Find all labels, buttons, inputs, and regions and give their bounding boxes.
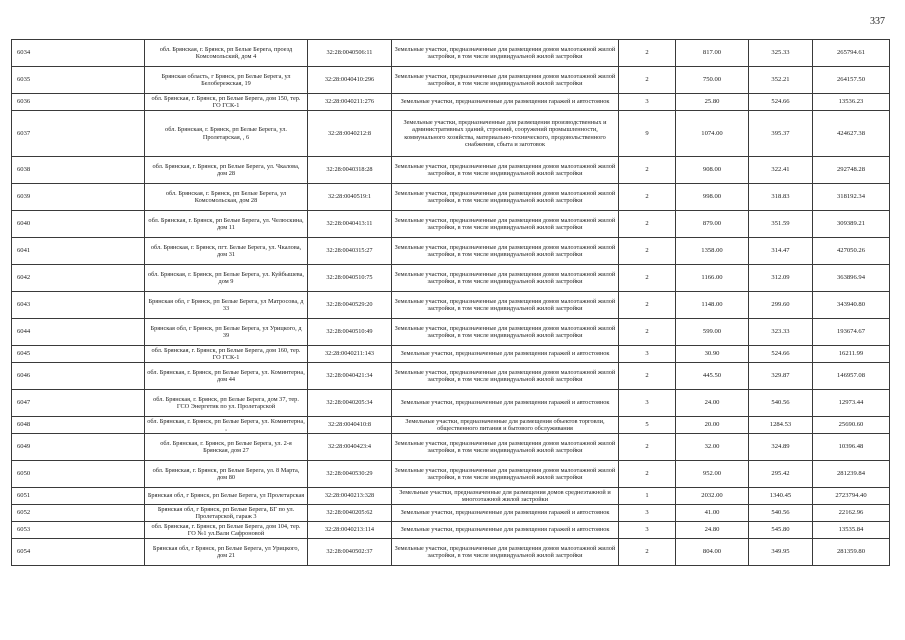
cell-record-number: 6047 (12, 390, 145, 417)
cell-group: 2 (619, 319, 676, 346)
cell-address: обл. Брянская, г. Брянск, рп Белые Берега, дом 104, тер. ГО №1 ул.Вали Сафроновой (145, 522, 308, 539)
cell-land-use: Земельные участки, предназначенные для размещения гаражей и автостоянок (392, 390, 619, 417)
cell-record-number: 6036 (12, 94, 145, 111)
cell-record-number: 6042 (12, 265, 145, 292)
cell-cadastral-number: 32:28:0040410:296 (308, 67, 392, 94)
cell-specific-value: 1340.45 (749, 488, 813, 505)
cell-specific-value: 524.66 (749, 94, 813, 111)
table-row (12, 157, 890, 184)
cell-address: Брянская обл, г Брянск, рп Белые Берега, БГ по ул. Пролетарской, гараж 3 (145, 505, 308, 522)
cell-specific-value: 323.33 (749, 319, 813, 346)
cell-area: 25.80 (676, 94, 749, 111)
cell-land-use: Земельные участки, предназначенные для размещения домов малоэтажной жилой застройки, в том числе индивидуальной жилой застройки (392, 265, 619, 292)
cell-cadastral-value: 318192.34 (813, 184, 890, 211)
cell-group: 2 (619, 184, 676, 211)
cell-area: 804.00 (676, 539, 749, 566)
cell-land-use: Земельные участки, предназначенные для размещения домов малоэтажной жилой застройки, в том числе индивидуальной жилой застройки (392, 67, 619, 94)
cell-land-use: Земельные участки, предназначенные для размещения домов малоэтажной жилой застройки, в том числе индивидуальной жилой застройки (392, 319, 619, 346)
cell-address: обл. Брянская, г. Брянск, рп Белые Берега, ул. Челюскина, дом 11 (145, 211, 308, 238)
cell-address: обл. Брянская, г. Брянск, рп Белые Берега, ул. Коминтерна, дом 44 (145, 363, 308, 390)
cell-record-number: 6048 (12, 417, 145, 434)
cell-specific-value: 1284.53 (749, 417, 813, 434)
cell-specific-value: 524.66 (749, 346, 813, 363)
cell-group: 3 (619, 505, 676, 522)
cell-address: обл. Брянская, г. Брянск, пгт. Белые Берега, ул. Чкалова, дом 31 (145, 238, 308, 265)
cell-area: 998.00 (676, 184, 749, 211)
cell-area: 1074.00 (676, 111, 749, 157)
cell-cadastral-value: 10396.48 (813, 434, 890, 461)
cell-land-use: Земельные участки, предназначенные для размещения домов малоэтажной жилой застройки, в том числе индивидуальной жилой застройки (392, 238, 619, 265)
table-row (12, 434, 890, 461)
cell-record-number: 6040 (12, 211, 145, 238)
cell-specific-value: 312.09 (749, 265, 813, 292)
cell-area: 1358.00 (676, 238, 749, 265)
cell-cadastral-value: 265794.61 (813, 40, 890, 67)
cell-cadastral-value: 2723794.40 (813, 488, 890, 505)
cell-record-number: 6052 (12, 505, 145, 522)
cell-cadastral-value: 12973.44 (813, 390, 890, 417)
cell-cadastral-number: 32:28:0040510:75 (308, 265, 392, 292)
cell-specific-value: 324.89 (749, 434, 813, 461)
cell-area: 20.00 (676, 417, 749, 434)
cell-cadastral-number: 32:28:0040213:114 (308, 522, 392, 539)
cell-address: обл. Брянская, г. Брянск, рп Белые Берега, ул. 2-я Брянская, дом 27 (145, 434, 308, 461)
cell-cadastral-value: 427050.26 (813, 238, 890, 265)
cell-group: 3 (619, 522, 676, 539)
cell-cadastral-value: 25690.60 (813, 417, 890, 434)
table-row (12, 67, 890, 94)
table-row (12, 238, 890, 265)
cell-area: 750.00 (676, 67, 749, 94)
cell-cadastral-number: 32:28:0040205:62 (308, 505, 392, 522)
cell-record-number: 6049 (12, 434, 145, 461)
cell-address: обл. Брянская, г. Брянск, рп Белые Берега, ул. Коминтерна, , (145, 417, 308, 434)
cell-address: обл. Брянская, г. Брянск, рп Белые Берега, ул. 8 Марта, дом 80 (145, 461, 308, 488)
cell-address: Брянская обл, г Брянск, рп Белые Берега, ул Урицкого, дом 21 (145, 539, 308, 566)
cell-area: 817.00 (676, 40, 749, 67)
cell-area: 41.00 (676, 505, 749, 522)
cell-record-number: 6046 (12, 363, 145, 390)
cell-land-use: Земельные участки, предназначенные для размещения домов малоэтажной жилой застройки, в том числе индивидуальной жилой застройки (392, 434, 619, 461)
cell-land-use: Земельные участки, предназначенные для размещения домов малоэтажной жилой застройки, в том числе индивидуальной жилой застройки (392, 363, 619, 390)
cell-specific-value: 395.37 (749, 111, 813, 157)
cell-land-use: Земельные участки, предназначенные для размещения гаражей и автостоянок (392, 94, 619, 111)
cell-cadastral-value: 146957.08 (813, 363, 890, 390)
cell-area: 952.00 (676, 461, 749, 488)
table-row (12, 346, 890, 363)
cell-record-number: 6034 (12, 40, 145, 67)
cell-land-use: Земельные участки, предназначенные для размещения гаражей и автостоянок (392, 522, 619, 539)
cell-specific-value: 545.80 (749, 522, 813, 539)
table-row (12, 211, 890, 238)
cell-record-number: 6037 (12, 111, 145, 157)
cell-land-use: Земельные участки, предназначенные для размещения гаражей и автостоянок (392, 346, 619, 363)
cell-cadastral-number: 32:28:0040506:11 (308, 40, 392, 67)
cell-area: 445.50 (676, 363, 749, 390)
table-row (12, 505, 890, 522)
cell-area: 24.00 (676, 390, 749, 417)
cell-cadastral-number: 32:28:0040212:8 (308, 111, 392, 157)
cell-area: 2032.00 (676, 488, 749, 505)
table-row (12, 292, 890, 319)
table-row (12, 319, 890, 346)
cell-record-number: 6045 (12, 346, 145, 363)
cell-cadastral-number: 32:28:0040211:276 (308, 94, 392, 111)
page-number: 337 (870, 16, 885, 27)
cell-area: 30.90 (676, 346, 749, 363)
cell-cadastral-number: 32:28:0040502:37 (308, 539, 392, 566)
cell-land-use: Земельные участки, предназначенные для размещения производственных и административных зданий, строений, сооружений промышленности, коммунального хозяйства, материально-технического, продовольственного снабжения, сбыта и заготовок (392, 111, 619, 157)
cell-cadastral-number: 32:28:0040315:27 (308, 238, 392, 265)
cell-record-number: 6054 (12, 539, 145, 566)
table-row (12, 363, 890, 390)
table-row (12, 265, 890, 292)
cell-cadastral-value: 424627.38 (813, 111, 890, 157)
cell-area: 908.00 (676, 157, 749, 184)
cell-cadastral-number: 32:28:0040205:34 (308, 390, 392, 417)
cell-cadastral-number: 32:28:0040410:8 (308, 417, 392, 434)
cell-cadastral-value: 22162.96 (813, 505, 890, 522)
cell-land-use: Земельные участки, предназначенные для размещения гаражей и автостоянок (392, 505, 619, 522)
cell-record-number: 6035 (12, 67, 145, 94)
cell-specific-value: 322.41 (749, 157, 813, 184)
cell-address: Брянская обл, г Брянск, рп Белые Берега, ул Урицкого, д 39 (145, 319, 308, 346)
cell-group: 3 (619, 94, 676, 111)
cell-cadastral-number: 32:28:0040213:328 (308, 488, 392, 505)
cell-land-use: Земельные участки, предназначенные для размещения домов малоэтажной жилой застройки, в том числе индивидуальной жилой застройки (392, 539, 619, 566)
table-row (12, 111, 890, 157)
cell-record-number: 6051 (12, 488, 145, 505)
cell-cadastral-value: 343940.80 (813, 292, 890, 319)
cell-group: 2 (619, 67, 676, 94)
cell-cadastral-value: 264157.50 (813, 67, 890, 94)
cell-cadastral-number: 32:28:0040529:20 (308, 292, 392, 319)
cell-land-use: Земельные участки, предназначенные для размещения домов малоэтажной жилой застройки, в том числе индивидуальной жилой застройки (392, 211, 619, 238)
cell-specific-value: 295.42 (749, 461, 813, 488)
table-row (12, 417, 890, 434)
cell-specific-value: 349.95 (749, 539, 813, 566)
cell-address: Брянская обл, г Брянск, рп Белые Берега, ул Пролетарская (145, 488, 308, 505)
cell-cadastral-number: 32:28:0040530:29 (308, 461, 392, 488)
cell-land-use: Земельные участки, предназначенные для размещения домов малоэтажной жилой застройки, в том числе индивидуальной жилой застройки (392, 40, 619, 67)
cell-cadastral-value: 281239.84 (813, 461, 890, 488)
cell-cadastral-value: 292748.28 (813, 157, 890, 184)
cell-address: обл. Брянская, г. Брянск, рп Белые Берега, проезд Комсомольский, дом 4 (145, 40, 308, 67)
cell-group: 2 (619, 539, 676, 566)
cell-record-number: 6038 (12, 157, 145, 184)
cell-land-use: Земельные участки, предназначенные для размещения объектов торговли, общественного питания и бытового обслуживания (392, 417, 619, 434)
cell-address: обл. Брянская, г. Брянск, рп Белые Берега, дом 160, тер. ГО ГСК-1 (145, 346, 308, 363)
cell-group: 2 (619, 157, 676, 184)
cell-group: 1 (619, 488, 676, 505)
cell-specific-value: 314.47 (749, 238, 813, 265)
cell-area: 1166.00 (676, 265, 749, 292)
cell-specific-value: 352.21 (749, 67, 813, 94)
table-row (12, 539, 890, 566)
table-row (12, 488, 890, 505)
cell-cadastral-value: 13535.84 (813, 522, 890, 539)
cell-cadastral-value: 363896.94 (813, 265, 890, 292)
cell-land-use: Земельные участки, предназначенные для размещения домов среднеэтажной и многоэтажной жилой застройки (392, 488, 619, 505)
cell-land-use: Земельные участки, предназначенные для размещения домов малоэтажной жилой застройки, в том числе индивидуальной жилой застройки (392, 292, 619, 319)
cell-specific-value: 540.56 (749, 505, 813, 522)
cell-record-number: 6043 (12, 292, 145, 319)
cell-address: обл. Брянская, г. Брянск, рп Белые Берега, ул. Куйбышева, дом 9 (145, 265, 308, 292)
cell-address: обл. Брянская, г. Брянск, рп Белые Берега, ул. Чкалова, дом 28 (145, 157, 308, 184)
table-row (12, 40, 890, 67)
table-body (12, 40, 890, 566)
cell-specific-value: 325.33 (749, 40, 813, 67)
cell-area: 32.00 (676, 434, 749, 461)
cell-record-number: 6039 (12, 184, 145, 211)
cell-cadastral-number: 32:28:0040510:49 (308, 319, 392, 346)
cell-cadastral-number: 32:28:0040423:4 (308, 434, 392, 461)
cell-address: обл. Брянская, г. Брянск, рп Белые Берега, дом 37, тер. ГСО Энергетик по ул. Пролетарской (145, 390, 308, 417)
cell-specific-value: 351.59 (749, 211, 813, 238)
cell-address: обл. Брянская, г. Брянск, рп Белые Берега, ул. Пролетарская, , 6 (145, 111, 308, 157)
cell-specific-value: 299.60 (749, 292, 813, 319)
cell-group: 3 (619, 346, 676, 363)
cell-land-use: Земельные участки, предназначенные для размещения домов малоэтажной жилой застройки, в том числе индивидуальной жилой застройки (392, 184, 619, 211)
cell-cadastral-value: 281359.80 (813, 539, 890, 566)
cell-cadastral-number: 32:28:0040519:1 (308, 184, 392, 211)
cell-record-number: 6041 (12, 238, 145, 265)
cell-cadastral-number: 32:28:0040413:11 (308, 211, 392, 238)
cell-record-number: 6053 (12, 522, 145, 539)
cell-specific-value: 540.56 (749, 390, 813, 417)
cell-group: 2 (619, 461, 676, 488)
cell-group: 2 (619, 211, 676, 238)
cell-cadastral-value: 13536.23 (813, 94, 890, 111)
cell-address: Брянская область, г Брянск, рп Белые Берега, ул Белобережская, 19 (145, 67, 308, 94)
cell-group: 2 (619, 434, 676, 461)
cell-land-use: Земельные участки, предназначенные для размещения домов малоэтажной жилой застройки, в том числе индивидуальной жилой застройки (392, 461, 619, 488)
cell-record-number: 6050 (12, 461, 145, 488)
cell-group: 9 (619, 111, 676, 157)
cell-cadastral-value: 309389.21 (813, 211, 890, 238)
cell-group: 2 (619, 363, 676, 390)
cell-group: 5 (619, 417, 676, 434)
cell-group: 2 (619, 265, 676, 292)
cell-address: Брянская обл, г Брянск, рп Белые Берега, ул Матросова, д 33 (145, 292, 308, 319)
cell-specific-value: 318.83 (749, 184, 813, 211)
cadastral-value-table (11, 39, 890, 566)
cell-cadastral-value: 16211.99 (813, 346, 890, 363)
table-row (12, 461, 890, 488)
cell-area: 24.80 (676, 522, 749, 539)
cell-area: 599.00 (676, 319, 749, 346)
cell-cadastral-number: 32:28:0040211:143 (308, 346, 392, 363)
table-row (12, 184, 890, 211)
table-row (12, 522, 890, 539)
cell-area: 879.00 (676, 211, 749, 238)
cell-record-number: 6044 (12, 319, 145, 346)
cell-cadastral-number: 32:28:0040421:34 (308, 363, 392, 390)
cell-address: обл. Брянская, г. Брянск, рп Белые Берега, ул Комсомольская, дом 28 (145, 184, 308, 211)
table-row (12, 94, 890, 111)
cell-land-use: Земельные участки, предназначенные для размещения домов малоэтажной жилой застройки, в том числе индивидуальной жилой застройки (392, 157, 619, 184)
cell-address: обл. Брянская, г. Брянск, рп Белые Берега, дом 150, тер. ГО ГСК-1 (145, 94, 308, 111)
table-row (12, 390, 890, 417)
cell-group: 2 (619, 40, 676, 67)
cell-group: 2 (619, 238, 676, 265)
cell-cadastral-number: 32:28:0040318:28 (308, 157, 392, 184)
cell-group: 2 (619, 292, 676, 319)
cell-area: 1148.00 (676, 292, 749, 319)
cell-cadastral-value: 193674.67 (813, 319, 890, 346)
cell-group: 3 (619, 390, 676, 417)
cell-specific-value: 329.87 (749, 363, 813, 390)
